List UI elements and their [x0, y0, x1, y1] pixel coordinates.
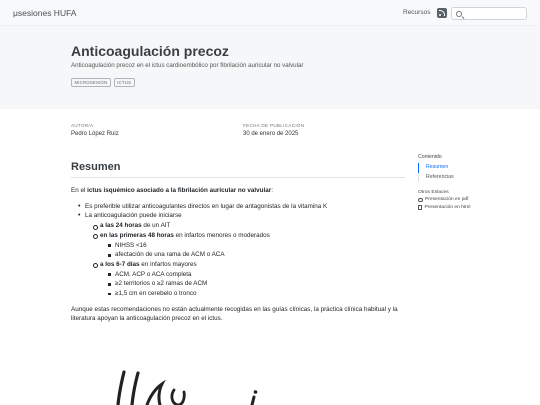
- list-item: en las primeras 48 horas en infartos menores o moderados NIHSS <16 afectación de una rama de ACM o ACA: [100, 231, 411, 260]
- tag-list: [71, 78, 135, 87]
- toc-item-resumen[interactable]: Resumen: [418, 163, 518, 173]
- page-subtitle: Anticoagulación precoz en el ictus cardioembólico por fibrilación auricular no valvular: [71, 62, 304, 69]
- search-box[interactable]: [451, 7, 527, 20]
- pdf-link[interactable]: Presentación en pdf: [418, 196, 518, 204]
- section-title-resumen: Resumen: [71, 161, 121, 173]
- toc-item-referencias[interactable]: Referencias: [426, 173, 454, 180]
- list-item: ACM, ACP o ACA completa: [115, 270, 411, 280]
- brand-link[interactable]: μsesiones HUFA: [13, 8, 77, 18]
- rss-icon[interactable]: [437, 8, 447, 18]
- navbar: [0, 0, 540, 26]
- html-link[interactable]: Presentación en html: [418, 204, 518, 212]
- author-label: AUTOR/A: [71, 123, 94, 128]
- list-item: • La anticoagulación puede iniciarse a las 24 horas de un AIT en las primeras 48 horas en infartos menores o moderados NIHSS <16 afectación de una rama de ACM o ACA a los 6-7 días en infartos mayores ACM, ACP o ACA completa ≥2 territorios o ≥2 ramas de ACM ≥1,5 cm en cerebelo o tronco: [85, 211, 411, 298]
- publication-date: 30 de enero de 2025: [243, 131, 299, 137]
- list-item: NIHSS <16: [115, 241, 411, 251]
- toc-title: Contenido: [418, 154, 442, 160]
- list-item: a las 24 horas de un AIT: [100, 221, 411, 231]
- nav-link-recursos[interactable]: Recursos: [403, 9, 431, 16]
- list-item: a los 6-7 días en infartos mayores ACM, ACP o ACA completa ≥2 territorios o ≥2 ramas de ACM ≥1,5 cm en cerebelo o tronco: [100, 260, 411, 299]
- search-icon: [456, 11, 462, 17]
- closing-paragraph: Aunque estas recomendaciones no están actualmente recogidas en las guías clínicas, la práctica clínica habitual y la literatura apoyan la anticoagulación precoz en el ictus.: [71, 305, 398, 323]
- page-title: Anticoagulación precoz: [71, 43, 229, 59]
- list-item: • Es preferible utilizar anticoagulantes directos en lugar de antagonistas de la vitamina K: [85, 202, 411, 212]
- intro-paragraph: En el ictus isquémico asociado a la fibrilación auricular no valvular:: [71, 187, 273, 194]
- other-links-title: Otros Enlaces: [418, 190, 449, 195]
- date-label: FECHA DE PUBLICACIÓN: [243, 123, 305, 128]
- summary-content: [71, 186, 411, 324]
- tag-ictus[interactable]: ICTUS: [114, 78, 135, 87]
- table-of-contents: [418, 154, 518, 211]
- search-input[interactable]: [466, 9, 524, 18]
- handwritten-graphic: [112, 370, 272, 405]
- list-item: ≥2 territorios o ≥2 ramas de ACM: [115, 279, 411, 289]
- toc-list: [418, 163, 518, 182]
- list-item: ≥1,5 cm en cerebelo o tronco: [115, 289, 411, 299]
- author-name: Pedro López Ruiz: [71, 131, 119, 137]
- list-item: afectación de una rama de ACM o ACA: [115, 250, 411, 260]
- html-file-icon: [418, 205, 422, 210]
- summary-list: [71, 202, 411, 299]
- tag-microsesion[interactable]: MICROSESIÓN: [71, 78, 111, 87]
- section-divider: [71, 177, 405, 178]
- pdf-file-icon: [418, 198, 423, 203]
